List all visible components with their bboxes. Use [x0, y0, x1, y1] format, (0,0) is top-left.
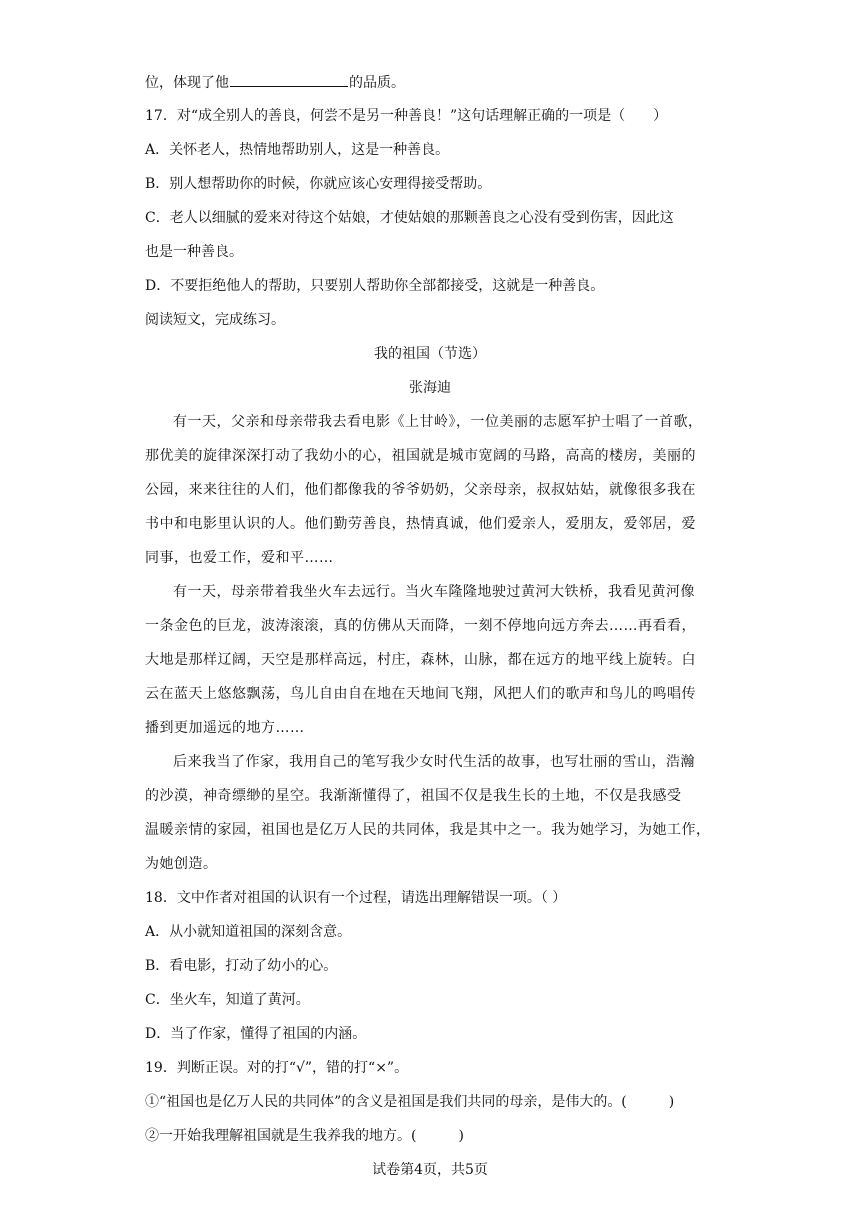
passage-line: 有一天，父亲和母亲带我去看电影《上甘岭》，一位美丽的志愿军护士唱了一首歌， — [173, 414, 703, 430]
q19-item-1: ①“祖国也是亿万人民的共同体”的含义是祖国是我们共同的母亲，是伟大的。( ) — [145, 1094, 675, 1110]
q18-stem: 18．文中作者对祖国的认识有一个过程，请选出理解错误一项。（ ） — [145, 890, 567, 906]
q18-option-a: A．从小就知道祖国的深刻含意。 — [145, 924, 352, 940]
q18-option-b: B．看电影，打动了幼小的心。 — [145, 958, 338, 974]
q17-option-c-cont: 也是一种善良。 — [145, 244, 243, 260]
passage-line: 温暖亲情的家园，祖国也是亿万人民的共同体，我是其中之一。我为她学习，为她工作， — [145, 822, 711, 838]
passage-line: 播到更加遥远的地方…… — [145, 720, 305, 736]
reading-instruction: 阅读短文，完成练习。 — [145, 312, 285, 328]
page-footer: 试卷第4页，共5页 — [372, 1162, 488, 1178]
q17-option-b: B．别人想帮助你的时候，你就应该心安理得接受帮助。 — [145, 176, 492, 192]
passage-line: 大地是那样辽阔，天空是那样高远，村庄，森林，山脉，都在远方的地平线上旋转。白 — [145, 652, 696, 668]
passage-line: 云在蓝天上悠悠飘荡，鸟儿自由自在地在天地间飞翔，风把人们的歌声和鸟儿的鸣唱传 — [145, 686, 696, 702]
q16-tail-before: 位，体现了他 — [145, 75, 229, 91]
q17-option-d: D．不要拒绝他人的帮助，只要别人帮助你全部都接受，这就是一种善良。 — [145, 278, 605, 294]
passage-line: 后来我当了作家，我用自己的笔写我少女时代生活的故事，也写壮丽的雪山，浩瀚 — [173, 754, 695, 770]
passage-line: 同事，也爱工作，爱和平…… — [145, 550, 334, 566]
passage-title: 我的祖国（节选） — [374, 346, 486, 362]
q17-option-a: A．关怀老人，热情地帮助别人，这是一种善良。 — [145, 142, 450, 158]
passage-line: 一条金色的巨龙，波涛滚滚，真的仿佛从天而降，一刻不停地向远方奔去……再看看， — [145, 618, 696, 634]
passage-line: 的沙漠，神奇缥缈的星空。我渐渐懂得了，祖国不仅是我生长的土地，不仅是我感受 — [145, 788, 682, 804]
q19-item-2: ②一开始我理解祖国就是生我养我的地方。( ) — [145, 1128, 464, 1144]
passage-line: 有一天，母亲带着我坐火车去远行。当火车隆隆地驶过黄河大铁桥，我看见黄河像 — [173, 584, 695, 600]
passage-line: 公园，来来往往的人们，他们都像我的爷爷奶奶，父亲母亲，叔叔姑姑，就像很多我在 — [145, 482, 696, 498]
q16-tail — [145, 72, 405, 93]
q17-option-c: C．老人以细腻的爱来对待这个姑娘，才使姑娘的那颗善良之心没有受到伤害，因此这 — [145, 210, 674, 226]
q19-stem: 19．判断正误。对的打“√”，错的打“×”。 — [145, 1060, 409, 1076]
q18-option-d: D．当了作家，懂得了祖国的内涵。 — [145, 1026, 367, 1042]
passage-line: 为她创造。 — [145, 856, 218, 872]
passage-line: 书中和电影里认识的人。他们勤劳善良，热情真诚，他们爱亲人，爱朋友，爱邻居，爱 — [145, 516, 696, 532]
q17-stem: 17．对“成全别人的善良，何尝不是另一种善良！”这句话理解正确的一项是（ ） — [145, 108, 668, 124]
q18-option-c: C．坐火车，知道了黄河。 — [145, 992, 310, 1008]
q16-tail-after: 的品质。 — [349, 75, 405, 91]
answer-blank[interactable] — [230, 72, 348, 87]
passage-author: 张海迪 — [409, 380, 451, 396]
passage-line: 那优美的旋律深深打动了我幼小的心，祖国就是城市宽阔的马路，高高的楼房，美丽的 — [145, 448, 696, 464]
